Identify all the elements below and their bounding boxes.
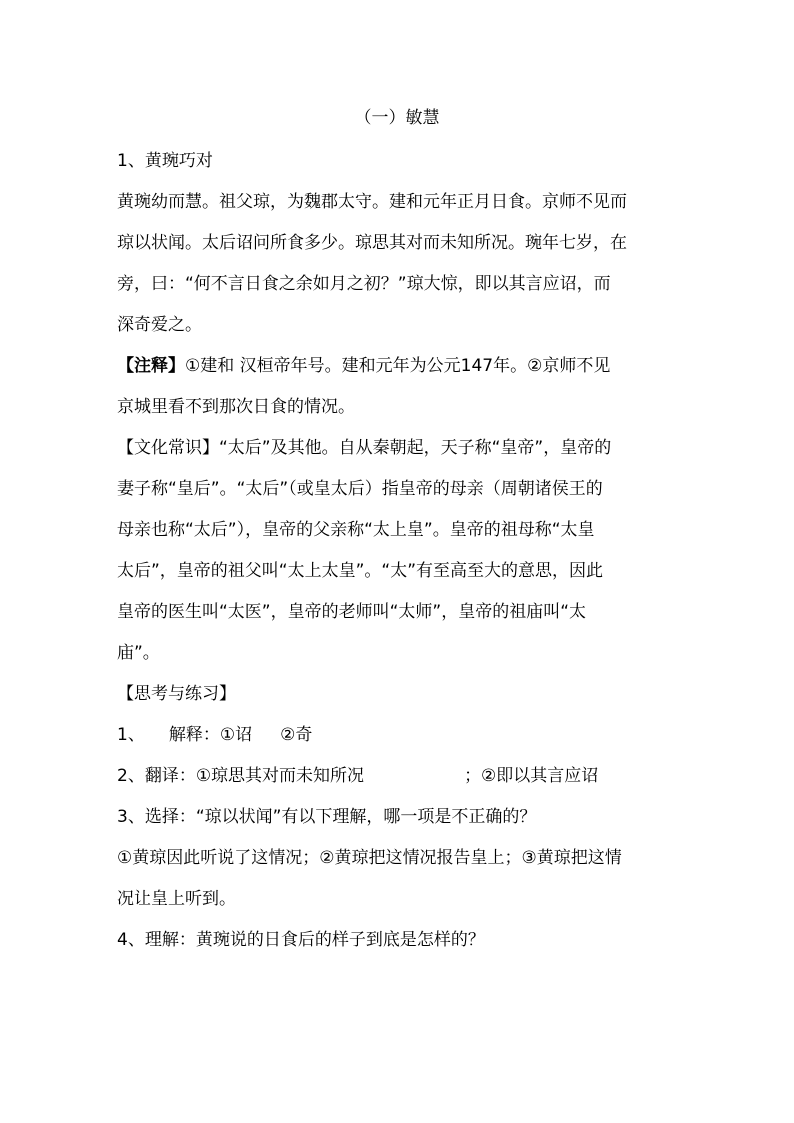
- culture-line-1: [117, 428, 687, 469]
- question-1-item-1: ①诏: [219, 725, 253, 745]
- question-2: [117, 756, 687, 797]
- question-1-label: 解释：: [168, 725, 220, 745]
- question-3: 3、选择：“琼以状闻”有以下理解，哪一项是不正确的？: [117, 807, 537, 827]
- question-3-options-line-1: ①黄琼因此听说了这情况；②黄琼把这情况报告皇上；③黄琼把这情: [117, 848, 622, 868]
- question-2-prefix: 2、翻译：①琼思其对而未知所况: [117, 766, 365, 786]
- culture-line-3: 母亲也称“太后”），皇帝的父亲称“太上皇”。皇帝的祖母称“太皇: [117, 520, 595, 540]
- page-title: （一）敏慧: [354, 108, 440, 128]
- culture-line-6: 庙”。: [117, 643, 160, 663]
- culture-text-1: “太后”及其他。自从秦朝起，天子称“皇帝”，皇帝的: [219, 438, 612, 458]
- culture-line-5: 皇帝的医生叫“太医”，皇帝的老师叫“太师”，皇帝的祖庙叫“太: [117, 602, 587, 622]
- passage-line-1: 黄琬幼而慧。祖父琼，为魏郡太守。建和元年正月日食。京师不见而: [117, 192, 627, 212]
- exercises-heading: 【思考与练习】: [117, 684, 236, 704]
- question-2-suffix: ；②即以其言应诏: [464, 766, 599, 786]
- passage-line-2: 琼以状闻。太后诏问所食多少。琼思其对而未知所况。琬年七岁，在: [117, 233, 627, 253]
- story-heading: 1、黄琬巧对: [117, 151, 213, 171]
- culture-line-2: 妻子称“皇后”。“太后”（或皇太后）指皇帝的母亲（周朝诸侯王的: [117, 479, 603, 499]
- question-4: 4、理解：黄琬说的日食后的样子到底是怎样的？: [117, 930, 485, 950]
- question-1-prefix: 1、: [117, 725, 145, 745]
- notes-label: 【注释】: [117, 356, 185, 376]
- notes-text-1: ①建和 汉桓帝年号。建和元年为公元147年。②京师不见: [185, 356, 611, 376]
- notes-line-2: 京城里看不到那次日食的情况。: [117, 397, 355, 417]
- passage-line-3: 旁，曰：“何不言日食之余如月之初？”琼大惊，即以其言应诏，而: [117, 274, 611, 294]
- notes-line-1: [117, 346, 687, 387]
- question-3-options-line-2: 况让皇上听到。: [117, 889, 236, 909]
- question-1: [117, 715, 687, 756]
- culture-line-4: 太后”，皇帝的祖父叫“太上太皇”。“太”有至高至大的意思，因此: [117, 561, 604, 581]
- question-1-item-2: ②奇: [280, 725, 313, 745]
- document-body: [117, 141, 687, 961]
- culture-label: 【文化常识】: [117, 438, 219, 458]
- passage-line-4: 深奇爱之。: [117, 315, 202, 335]
